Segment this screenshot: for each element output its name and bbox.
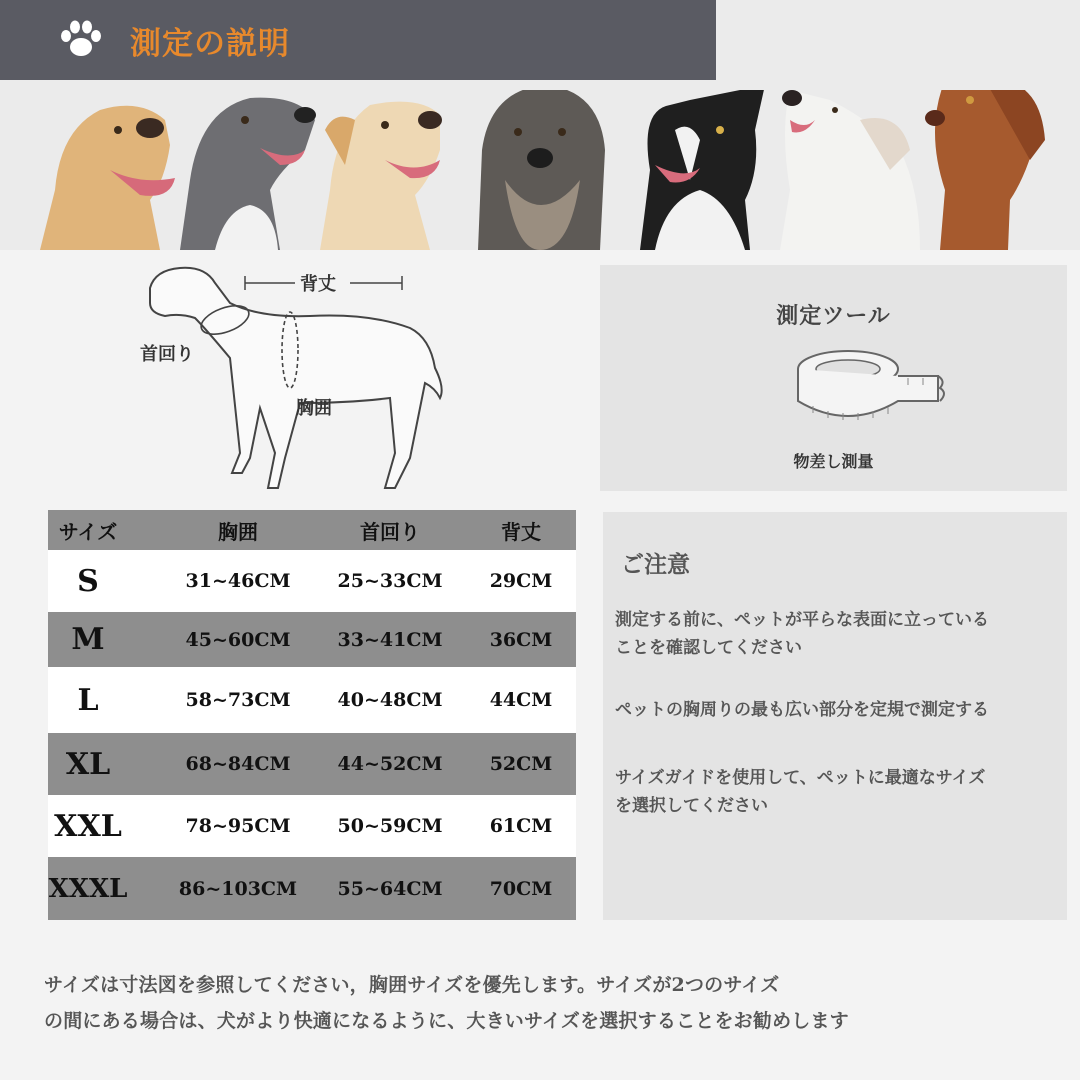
size-cell: S [77,563,99,599]
header-neck: 首回り [360,519,420,544]
notice-paragraph-3 [615,764,1075,820]
tape-measure-icon [788,341,953,436]
dog-outline-drawing [110,258,570,498]
size-cell: M [71,622,105,657]
table-row [48,733,576,795]
dog-photo-strip [0,90,1080,250]
measuring-tool-panel [600,265,1067,491]
dog-photo-4 [478,90,605,250]
back-cell: 70CM [489,877,553,900]
chest-cell: 58~73CM [185,689,291,711]
notice-line: サイズガイドを使用して、ペットに最適なサイズ [615,768,986,788]
notice-line: を選択してください [615,796,768,816]
dog-photo-3 [320,102,442,250]
measurement-diagram [110,258,570,498]
back-cell: 61CM [489,815,553,837]
neck-cell: 55~64CM [337,877,443,900]
chest-cell: 31~46CM [185,570,291,592]
tool-title: 測定ツール [776,303,891,329]
table-row [48,667,576,733]
notice-title: ご注意 [621,551,690,578]
back-cell: 36CM [489,628,553,651]
dog-photos-illustration [0,90,1080,250]
header-size: サイズ [58,519,118,544]
notice-line: ペットの胸周りの最も広い部分を定規で測定する [615,700,989,720]
table-header-row [48,510,576,550]
size-cell: L [77,682,99,718]
back-length-label: 背丈 [300,274,336,295]
chest-cell: 78~95CM [185,815,291,837]
dog-photo-6 [780,90,920,250]
size-cell: XXL [54,808,122,844]
table-row [48,857,576,920]
table-row [48,550,576,612]
paw-icon [56,14,106,64]
chest-cell: 68~84CM [185,753,291,775]
notice-panel [603,512,1067,920]
neck-cell: 50~59CM [337,815,443,837]
chest-label: 胸囲 [296,398,332,419]
chest-cell: 45~60CM [185,628,291,651]
neck-cell: 44~52CM [337,753,443,775]
header-chest: 胸囲 [218,519,258,544]
page-title: 測定の説明 [130,26,290,62]
notice-line: 測定する前に、ペットが平らな表面に立っている [615,610,989,630]
notice-paragraph-2 [615,696,1075,724]
notice-paragraph-1 [615,606,1075,662]
dog-photo-1 [40,106,175,250]
size-cell: XXXL [48,873,128,904]
notice-line: ことを確認してください [615,638,802,658]
neck-cell: 33~41CM [337,628,443,651]
back-cell: 29CM [489,570,553,592]
neck-cell: 25~33CM [337,570,443,592]
table-row [48,612,576,667]
header-bar [0,0,716,80]
neck-label: 首回り [140,344,194,365]
footer-line-1: サイズは寸法図を参照してください，胸囲サイズを優先します。サイズが2つのサイズ [44,974,780,996]
back-cell: 52CM [489,753,553,775]
tool-caption: 物差し測量 [793,452,874,471]
footer-line-2: の間にある場合は、犬がより快適になるように、大きいサイズを選択することをお勧めします [44,1010,849,1032]
dog-photo-2 [180,98,316,250]
size-table [48,510,576,920]
chest-cell: 86~103CM [178,877,298,900]
neck-cell: 40~48CM [337,689,443,711]
header-back: 背丈 [501,519,541,544]
table-row [48,795,576,857]
back-cell: 44CM [489,689,553,711]
size-cell: XL [65,746,111,782]
dog-photo-5 [640,90,765,250]
dog-photo-7 [925,90,1045,250]
